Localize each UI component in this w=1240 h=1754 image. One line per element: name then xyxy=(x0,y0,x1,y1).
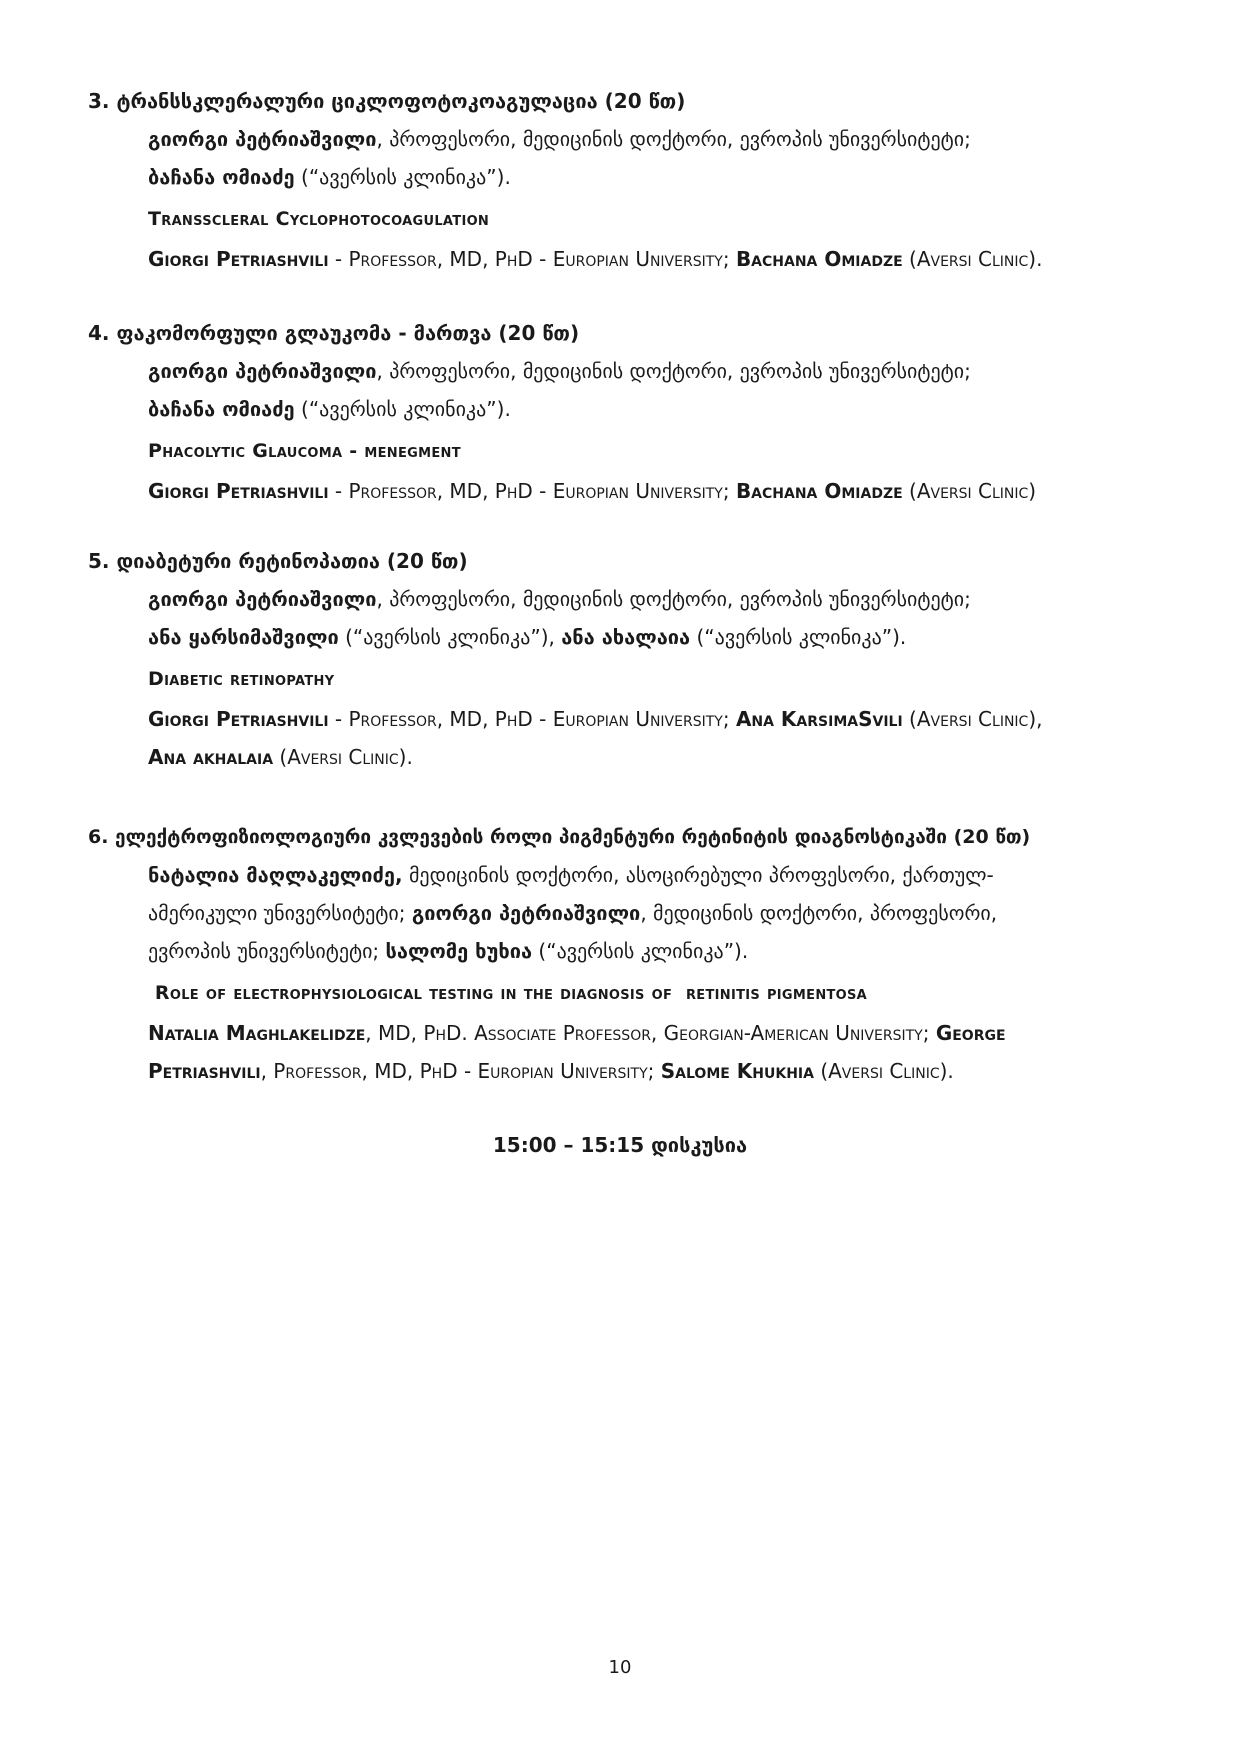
speaker-affiliation: , მედიცინის დოქტორი, პროფესორი, xyxy=(640,901,998,925)
speaker-name: Bachana Omiadze xyxy=(735,247,903,271)
speaker-affiliation: , MD, PhD. Associate Professor, Georgian-American University; xyxy=(365,1021,936,1045)
speaker-affiliation: (“ავერსის კლინიკა”). xyxy=(532,939,749,963)
speaker-affiliation: - Professor, MD, PhD - Europian University; xyxy=(328,707,736,731)
speaker-affiliation: , პროფესორი, მედიცინის დოქტორი, ევროპის უნივერსიტეტი; xyxy=(376,127,971,151)
speaker-affiliation: (“ავერსის კლინიკა”). xyxy=(294,165,511,189)
speakers-georgian xyxy=(148,856,1148,970)
speaker-affiliation: ევროპის უნივერსიტეტი; xyxy=(148,939,386,963)
speaker-name: სალომე ხუხია xyxy=(385,939,533,963)
speakers-english xyxy=(148,240,1148,278)
page-number: 10 xyxy=(608,1657,632,1678)
english-title: Diabetic retinopathy xyxy=(148,668,335,690)
speaker-name: გიორგი პეტრიაშვილი xyxy=(411,901,641,925)
speaker-affiliation: - Professor, MD, PhD - Europian University; xyxy=(328,479,736,503)
speaker-name: Ana KarsimaSvili xyxy=(735,707,903,731)
speaker-name: Giorgi Petriashvili xyxy=(148,479,329,503)
program-item-6 xyxy=(88,822,1148,1090)
speaker-name: გიორგი პეტრიაშვილი xyxy=(148,359,377,383)
program-item-4 xyxy=(88,318,1148,510)
speaker-affiliation: ამერიკული უნივერსიტეტი; xyxy=(148,901,412,925)
speaker-affiliation: მედიცინის დოქტორი, ასოცირებული პროფესორი, ქართულ- xyxy=(402,863,994,887)
item-title: 3. ტრანსსკლერალური ციკლოფოტოკოაგულაცია (20 წთ) xyxy=(88,89,686,113)
speakers-georgian xyxy=(148,120,1148,196)
speaker-name: გიორგი პეტრიაშვილი xyxy=(148,587,377,611)
speaker-affiliation: (“ავერსის კლინიკა”). xyxy=(690,625,907,649)
speaker-name: გიორგი პეტრიაშვილი xyxy=(148,127,377,151)
speaker-affiliation: (Aversi Clinic). xyxy=(273,745,413,769)
speaker-affiliation: (“ავერსის კლინიკა”). xyxy=(294,397,511,421)
program-item-3 xyxy=(88,86,1148,278)
speaker-name: Natalia Maghlakelidze xyxy=(148,1021,366,1045)
speakers-english xyxy=(148,700,1148,776)
speaker-affiliation: (Aversi Clinic). xyxy=(902,247,1043,271)
speaker-name: Ana akhalaia xyxy=(148,745,274,769)
speaker-name: Petriashvili xyxy=(148,1059,261,1083)
speakers-english xyxy=(148,472,1148,510)
speaker-affiliation: , პროფესორი, მედიცინის დოქტორი, ევროპის უნივერსიტეტი; xyxy=(376,359,971,383)
speaker-affiliation: (Aversi Clinic). xyxy=(813,1059,954,1083)
speaker-affiliation: , Professor, MD, PhD - Europian University; xyxy=(260,1059,661,1083)
item-body xyxy=(148,120,1148,278)
speakers-georgian xyxy=(148,352,1148,428)
speaker-name: ბაჩანა ომიაძე xyxy=(148,165,295,189)
item-body xyxy=(148,580,1148,776)
speaker-name: Bachana Omiadze xyxy=(735,479,903,503)
item-title: 5. დიაბეტური რეტინოპათია (20 წთ) xyxy=(88,549,468,573)
speaker-name: Salome Khukhia xyxy=(660,1059,814,1083)
speakers-georgian xyxy=(148,580,1148,656)
speaker-name: ანა ახალაია xyxy=(561,625,691,649)
speaker-name: Giorgi Petriashvili xyxy=(148,247,329,271)
program-item-5 xyxy=(88,546,1148,776)
speakers-english xyxy=(148,1014,1148,1090)
speaker-affiliation: (“ავერსის კლინიკა”), xyxy=(338,625,562,649)
speaker-name: Giorgi Petriashvili xyxy=(148,707,329,731)
speaker-affiliation: (Aversi Clinic) xyxy=(902,479,1037,503)
english-title: Transscleral Cyclophotocoagulation xyxy=(148,208,490,230)
speaker-name: George xyxy=(935,1021,1006,1045)
speaker-affiliation: (Aversi Clinic), xyxy=(902,707,1043,731)
item-title: 6. ელექტროფიზიოლოგიური კვლევების როლი პიგმენტური რეტინიტის დიაგნოსტიკაში (20 წთ) xyxy=(88,826,1031,848)
speaker-name: ანა ყარსიმაშვილი xyxy=(148,625,339,649)
item-body xyxy=(148,352,1148,510)
discussion-time: 15:00 – 15:15 დისკუსია xyxy=(492,1133,748,1157)
english-title: Phacolytic Glaucoma - menegment xyxy=(148,440,461,462)
item-title: 4. ფაკომორფული გლაუკომა - მართვა (20 წთ) xyxy=(88,321,580,345)
speaker-name: ბაჩანა ომიაძე xyxy=(148,397,295,421)
speaker-affiliation: - Professor, MD, PhD - Europian University; xyxy=(328,247,736,271)
english-title: Role of electrophysiological testing in the diagnosis of retinitis pigmentosa xyxy=(148,982,868,1004)
item-body xyxy=(148,856,1148,1090)
speaker-name: ნატალია მაღლაკელიძე, xyxy=(148,863,403,887)
speaker-affiliation: , პროფესორი, მედიცინის დოქტორი, ევროპის უნივერსიტეტი; xyxy=(376,587,971,611)
